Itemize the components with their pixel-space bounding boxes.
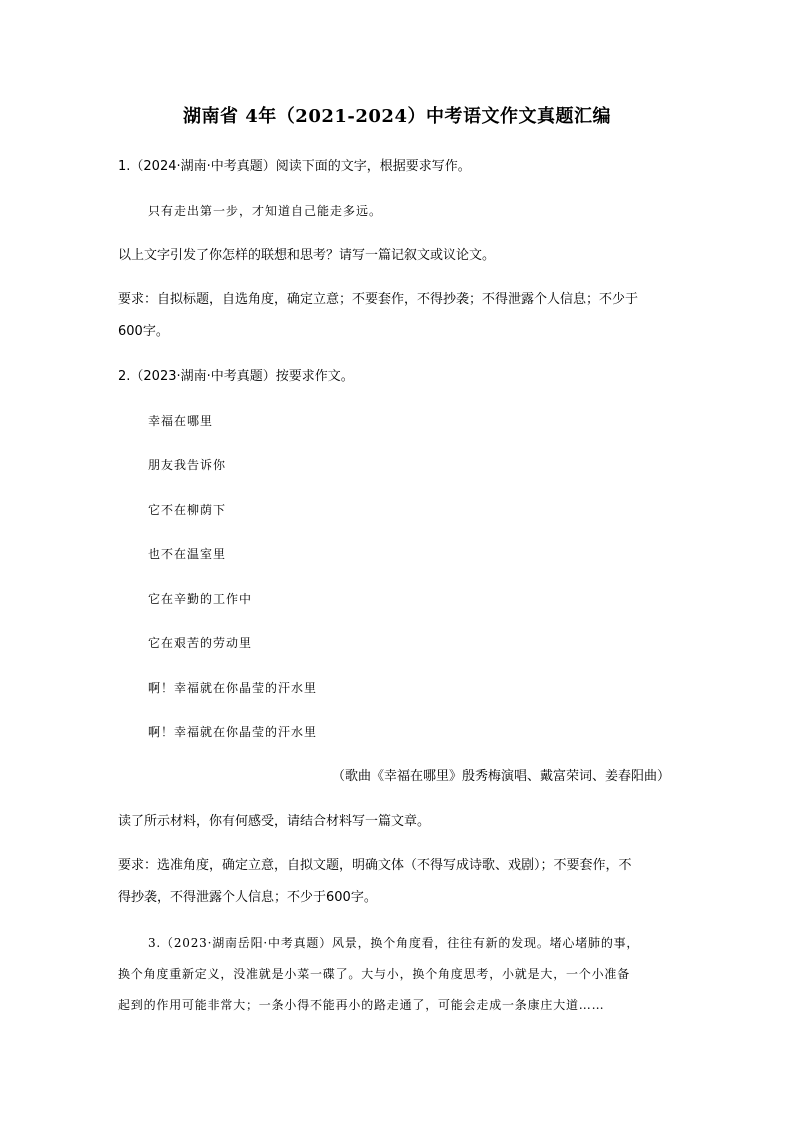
q3-line2: 换个角度重新定义，没准就是小菜一碟了。大与小，换个角度思考，小就是大，一个小准备 <box>118 967 631 981</box>
q2-poem-line: 朋友我告诉你 <box>148 458 227 472</box>
q2-poem-line: 幸福在哪里 <box>148 414 214 428</box>
q2-poem-line: 啊！幸福就在你晶莹的汗水里 <box>148 681 318 695</box>
q1-quote: 只有走出第一步，才知道自己能走多远。 <box>148 204 383 218</box>
q3-line3: 起到的作用可能非常大；一条小得不能再小的路走通了，可能会走成一条康庄大道…… <box>118 998 605 1012</box>
q2-requirement-line1: 要求：选准角度，确定立意，自拟文题，明确文体（不得写成诗歌、戏剧）；不要套作，不 <box>118 858 632 873</box>
page-title: 湖南省 4年（2021-2024）中考语文作文真题汇编 <box>183 106 611 127</box>
q2-poem-line: 它不在柳荫下 <box>148 503 227 517</box>
q2-prompt: 读了所示材料，你有何感受，请结合材料写一篇文章。 <box>118 814 431 829</box>
q2-poem-line: 它在艰苦的劳动里 <box>148 636 253 650</box>
q1-header: 1.（2024·湖南·中考真题）阅读下面的文字，根据要求写作。 <box>118 159 471 174</box>
q1-requirement-line2: 600字。 <box>118 324 169 339</box>
q2-poem-line: 也不在温室里 <box>148 547 227 561</box>
q1-prompt: 以上文字引发了你怎样的联想和思考？请写一篇记叙文或议论文。 <box>118 248 496 263</box>
q2-poem-line: 啊！幸福就在你晶莹的汗水里 <box>148 725 318 739</box>
q2-poem-line: 它在辛勤的工作中 <box>148 592 253 606</box>
q3-line1: 3.（2023·湖南岳阳·中考真题）风景，换个角度看，往往有新的发现。堵心堵肺的事， <box>148 936 640 950</box>
q2-source-attribution: （歌曲《幸福在哪里》殷秀梅演唱、戴富荣词、姜春阳曲） <box>331 769 670 784</box>
q2-requirement-line2: 得抄袭，不得泄露个人信息；不少于600字。 <box>118 890 377 905</box>
q1-requirement-line1: 要求：自拟标题，自选角度，确定立意；不要套作，不得抄袭；不得泄露个人信息；不少于 <box>118 292 639 307</box>
q2-header: 2.（2023·湖南·中考真题）按要求作文。 <box>118 369 354 384</box>
